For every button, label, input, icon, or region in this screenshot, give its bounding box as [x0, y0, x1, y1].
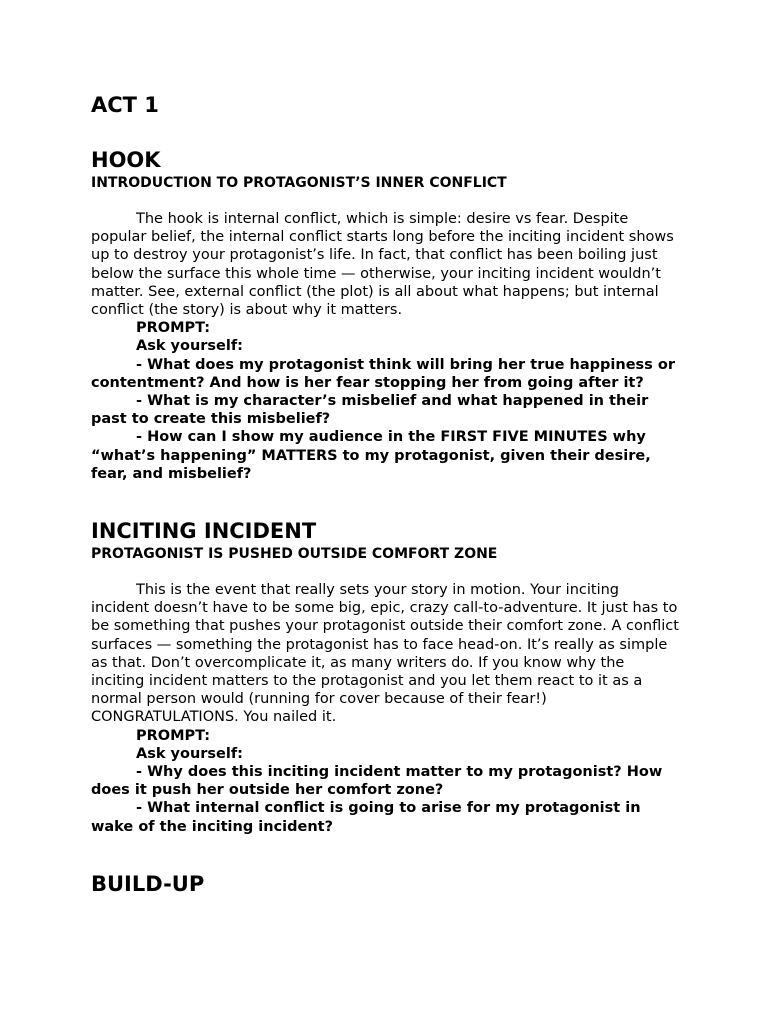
inciting-incident-body: This is the event that really sets your story in motion. Your inciting incident doesn’t have to be some big, epic, crazy call-to-adventure. It just has to be something that pushes your protagonist outside their comfort zone. A conflict surfaces — something the protagonist has to face head-on. It’s really as simple as that. Don’t overcomplicate it, as many writers do. If you know why the inciting incident matters to the protagonist and you let them react to it as a normal person would (running for cover because of their fear!) CONGRATULATIONS. You nailed it.: [91, 582, 679, 726]
act-title: ACT 1: [91, 93, 159, 117]
build-up-title: BUILD-UP: [91, 871, 205, 896]
hook-ask-label: Ask yourself:: [136, 338, 243, 355]
inciting-question: - What internal conflict is going to arise for my protagonist in wake of the inciting incident?: [91, 800, 641, 835]
document-page: [91, 90, 681, 898]
inciting-incident-section: [91, 517, 681, 836]
hook-question: - How can I show my audience in the FIRST FIVE MINUTES why “what’s happening” MATTERS to my protagonist, given their desire, fear, and misbelief?: [91, 429, 651, 482]
inciting-incident-subtitle: PROTAGONIST IS PUSHED OUTSIDE COMFORT ZONE: [91, 546, 498, 563]
hook-subtitle: INTRODUCTION TO PROTAGONIST’S INNER CONFLICT: [91, 175, 507, 191]
hook-prompt-label: PROMPT:: [136, 320, 211, 337]
inciting-incident-title: INCITING INCIDENT: [91, 519, 317, 544]
hook-question: - What is my character’s misbelief and what happened in their past to create this misbelief?: [91, 393, 649, 428]
inciting-ask-label: Ask yourself:: [136, 745, 243, 762]
inciting-question: - Why does this inciting incident matter to my protagonist? How does it push her outside her comfort zone?: [91, 764, 663, 799]
inciting-prompt-label: PROMPT:: [136, 727, 211, 744]
hook-title: HOOK: [91, 148, 161, 172]
hook-question: - What does my protagonist think will bring her true happiness or contentment? And how is her fear stopping her from going after it?: [91, 356, 675, 391]
hook-section: [91, 146, 681, 483]
build-up-section: [91, 870, 681, 898]
hook-body: The hook is internal conflict, which is simple: desire vs fear. Despite popular belief, the internal conflict starts long before the inciting incident shows up to destroy your protagonist’s life. In fact, that conflict has been boiling just below the surface this whole time — otherwise, your inciting incident wouldn’t matter. See, external conflict (the plot) is all about what happens; but internal conflict (the story) is about why it matters.: [91, 211, 674, 319]
